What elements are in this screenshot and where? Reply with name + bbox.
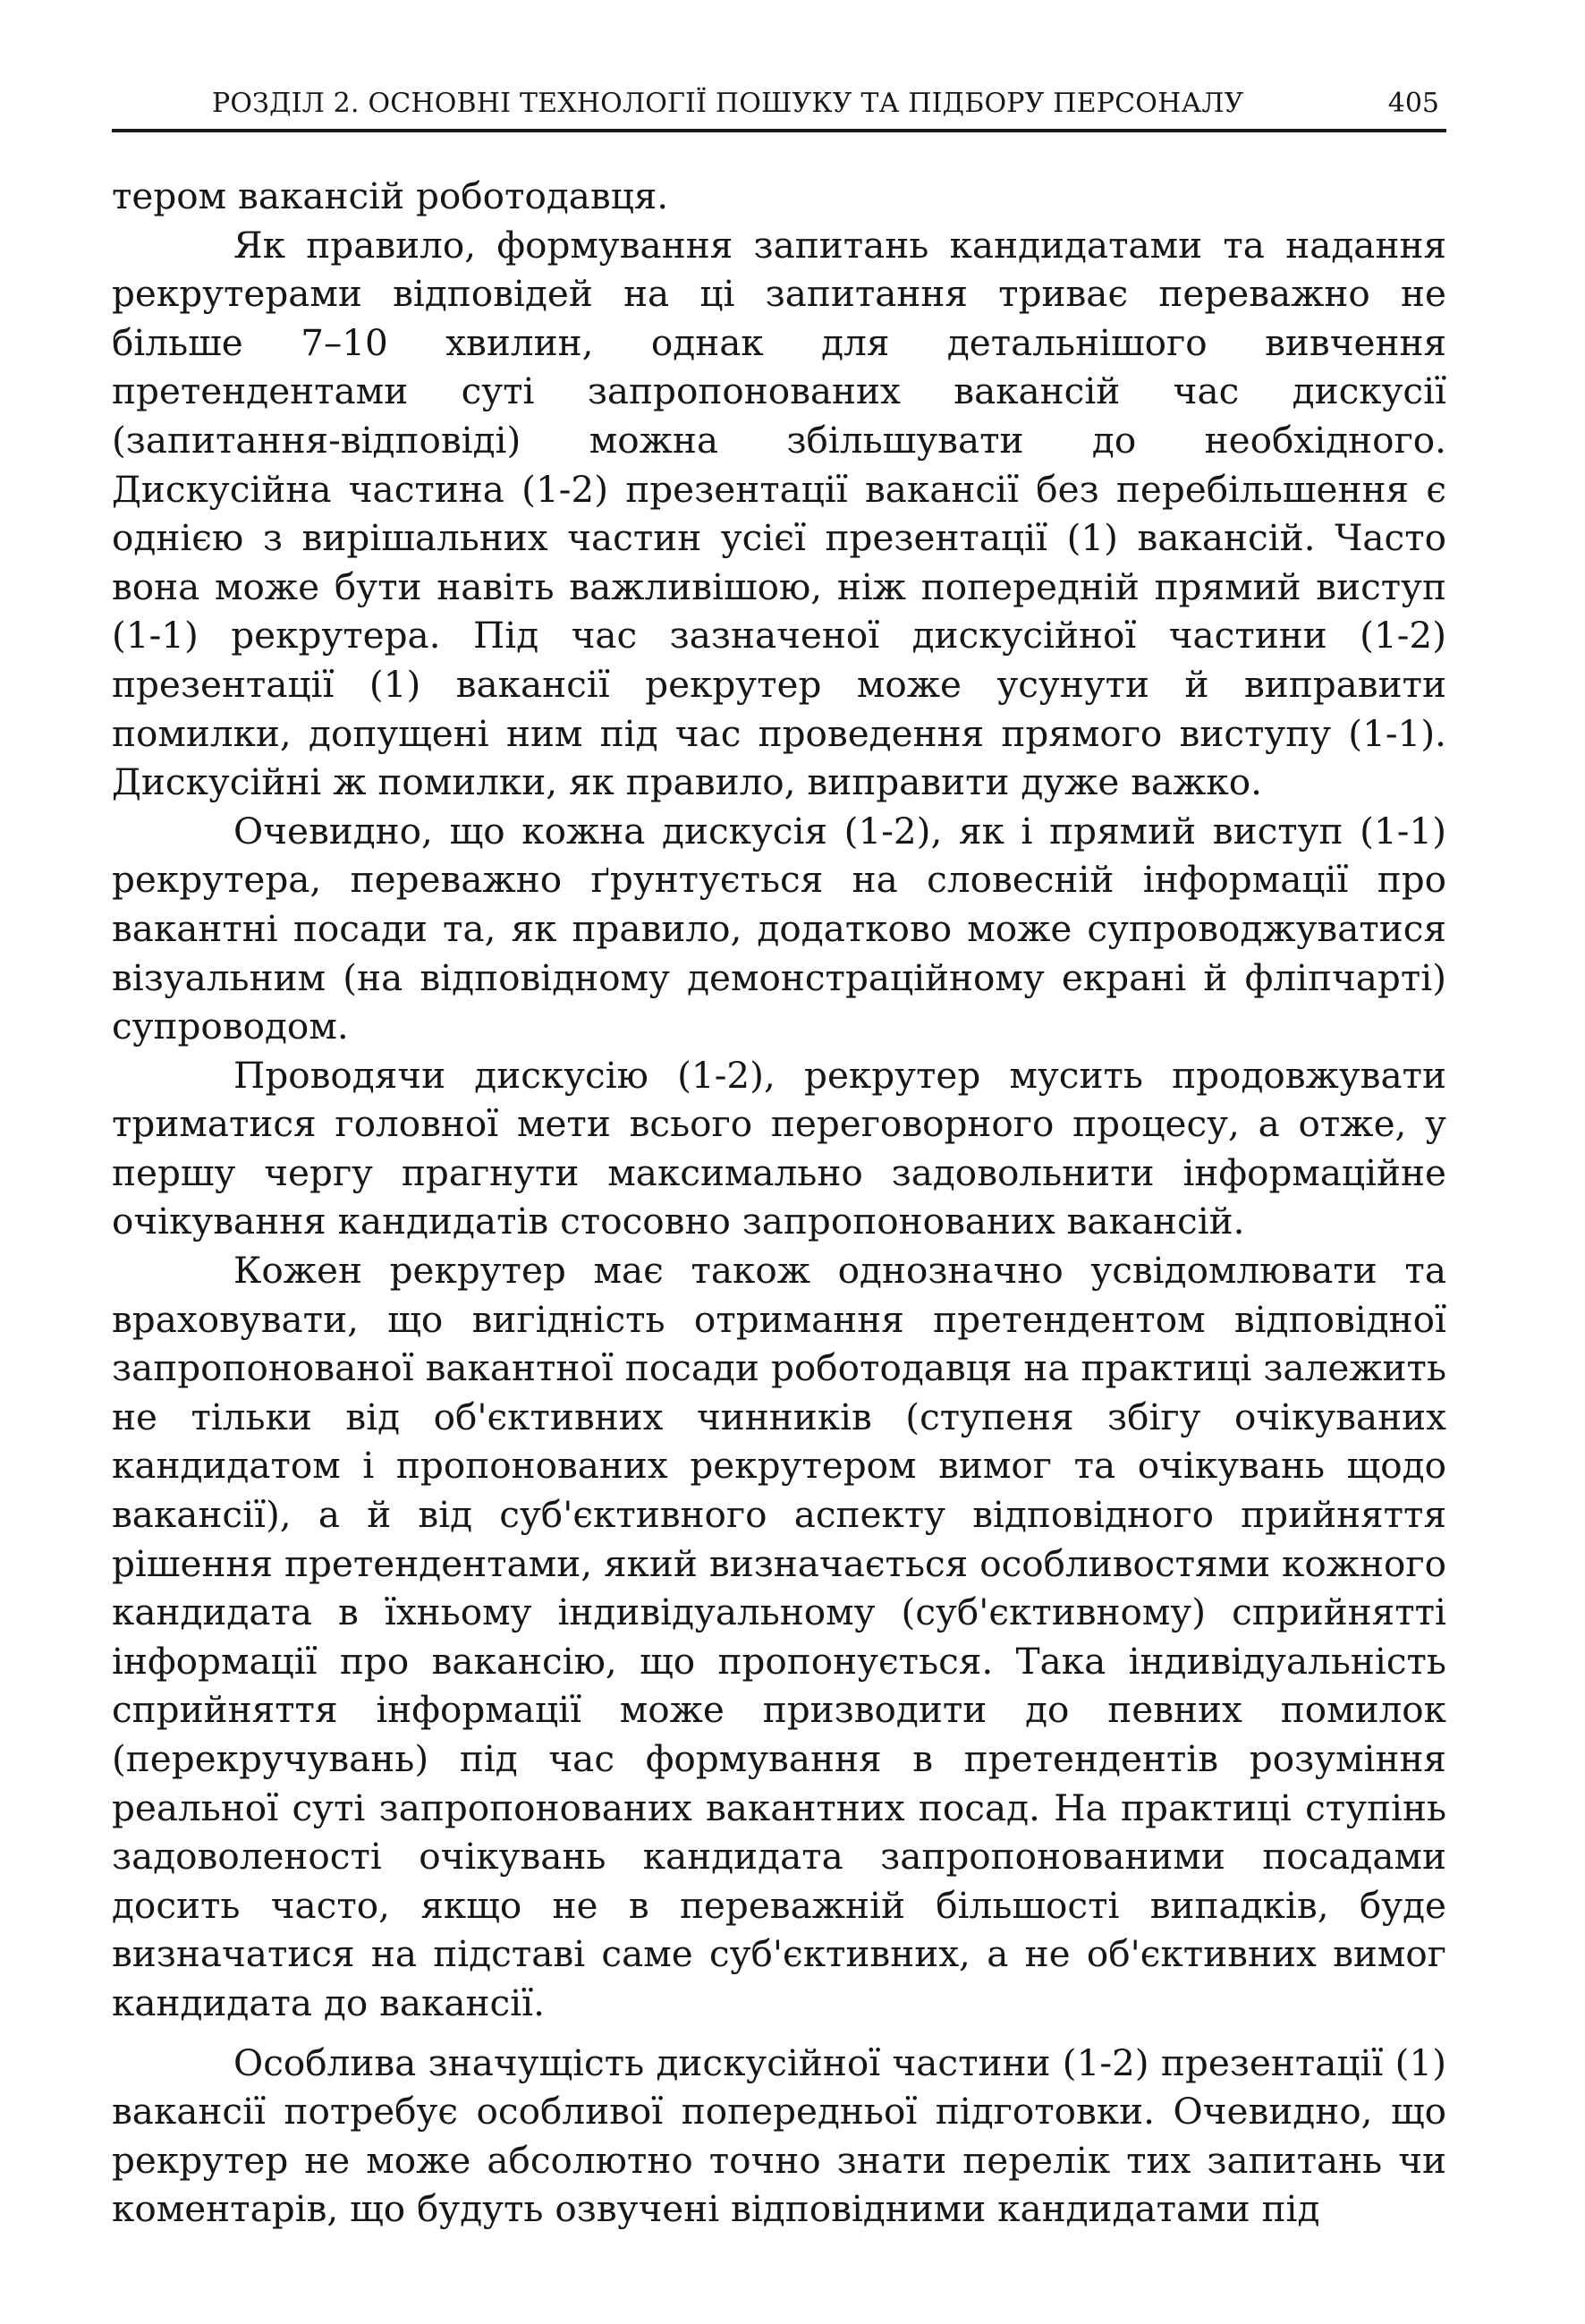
paragraph: Кожен рекрутер має також однозначно усвідомлювати та враховувати, що вигідність отримання претендентом відповідної запропонованої вакантної посади роботодавця на практиці залежить не тільки від об'єктивних чинників (ступеня збігу очікуваних кандидатом і пропонованих рекрутером вимог та очікувань щодо вакансії), а й від суб'єктивного аспекту відповідного прийняття рішення претендентами, який визначається особливостями кожного кандидата в їхньому індивідуальному (суб'єктивному) сприйнятті інформації про вакансію, що пропонується. Така індивідуальність сприйняття інформації може призводити до певних помилок (перекручувань) під час формування в претендентів розуміння реальної суті запропонованих вакантних посад. На практиці ступінь задоволеності очікувань кандидата запропонованими посадами досить часто, якщо не в переважній більшості випадків, буде визначатися на підставі саме суб'єктивних, а не об'єктивних вимог кандидата до вакансії. [112, 1249, 1446, 2024]
paragraph: Очевидно, що кожна дискусія (1-2), як і прямий виступ (1-1) рекрутера, переважно ґрунтується на словесній інформації про вакантні посади та, як правило, додатково може супроводжуватися візуальним (на відповідному демонстраційному екрані й фліпчарті) супроводом. [112, 809, 1446, 1048]
page-number: 405 [1387, 88, 1439, 119]
body-text [112, 172, 1446, 2234]
paragraph: Особлива значущість дискусійної частини (1-2) презентації (1) вакансії потребує особливої попередньої підготовки. Очевидно, що рекрутер не може абсолютно точно знати перелік тих запитань чи коментарів, що будуть озвучені відповідними кандидатами під [112, 2040, 1446, 2231]
paragraph-continuation: тером вакансій роботодавця. [112, 174, 669, 217]
running-header [112, 82, 1446, 132]
chapter-title: РОЗДІЛ 2. ОСНОВНІ ТЕХНОЛОГІЇ ПОШУКУ ТА ПІДБОРУ ПЕРСОНАЛУ [212, 88, 1244, 119]
paragraph: Проводячи дискусію (1-2), рекрутер мусить продовжувати триматися головної мети всього переговорного процесу, а отже, у першу чергу прагнути максимально задовольнити інформаційне очікування кандидатів стосовно запропонованих вакансій. [112, 1053, 1446, 1243]
paragraph: Як правило, формування запитань кандидатами та надання рекрутерами відповідей на ці запитання триває переважно не більше 7–10 хвилин, однак для детальнішого вивчення претендентами суті запропонованих вакансій час дискусії (запитання-відповіді) можна збільшувати до необхідного. Дискусійна частина (1-2) презентації вакансії без перебільшення є однією з вирішальних частин усієї презентації (1) вакансій. Часто вона може бути навіть важливішою, ніж попередній прямий виступ (1-1) рекрутера. Під час зазначеної дискусійної частини (1-2) презентації (1) вакансії рекрутер може усунути й виправити помилки, допущені ним під час проведення прямого виступу (1-1). Дискусійні ж помилки, як правило, виправити дуже важко. [112, 223, 1446, 804]
